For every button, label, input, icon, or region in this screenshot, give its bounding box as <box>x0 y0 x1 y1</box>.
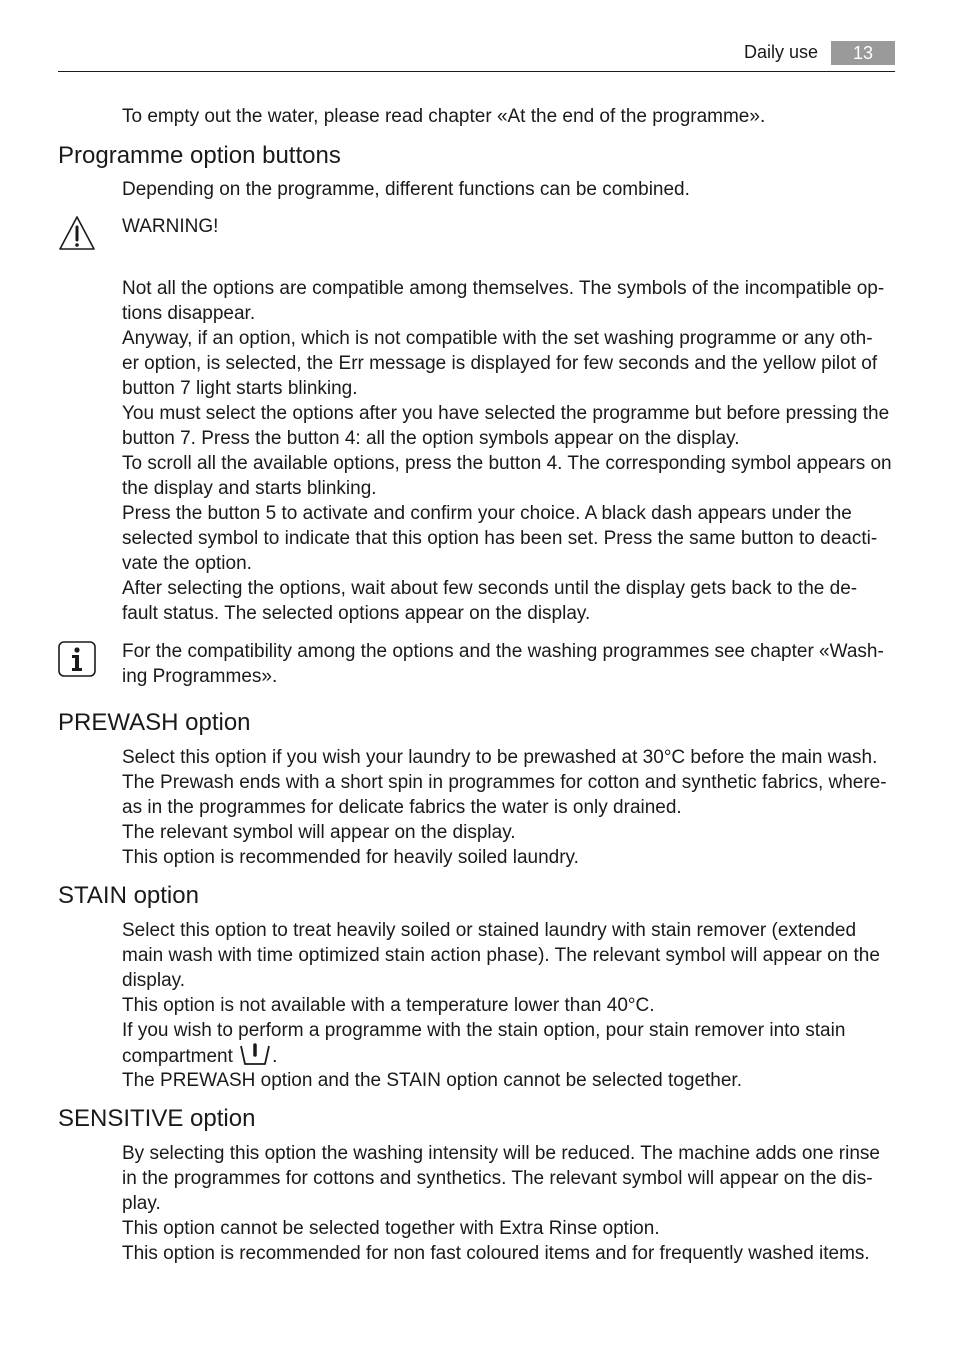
options-line-5: button 7 light starts blinking. <box>122 378 358 399</box>
options-line-6: You must select the options after you have selected the programme but before pressing the <box>122 403 890 424</box>
options-line-10: Press the button 5 to activate and confirm your choice. A black dash appears under the <box>122 503 852 524</box>
stain-line-7: The PREWASH option and the STAIN option cannot be selected together. <box>122 1070 742 1091</box>
info-line-1: For the compatibility among the options and the washing programmes see chapter «Wash- <box>122 641 884 662</box>
section-title: Daily use <box>743 42 818 62</box>
options-line-13: After selecting the options, wait about few seconds until the display gets back to the de- <box>122 578 858 599</box>
programme-options-intro: Depending on the programme, different functions can be combined. <box>122 179 690 200</box>
heading-prewash: PREWASH option <box>58 709 251 736</box>
stain-line-3: display. <box>122 970 186 991</box>
heading-programme-options: Programme option buttons <box>58 142 341 169</box>
prewash-line-1: Select this option if you wish your laundry to be prewashed at 30°C before the main wash. <box>122 747 878 768</box>
sensitive-line-2: in the programmes for cottons and synthetics. The relevant symbol will appear on the dis- <box>122 1168 873 1189</box>
prewash-line-3: as in the programmes for delicate fabrics the water is only drained. <box>122 797 682 818</box>
options-line-14: fault status. The selected options appear on the display. <box>122 603 591 624</box>
options-line-4: er option, is selected, the Err message is displayed for few seconds and the yellow pilot of <box>122 353 878 374</box>
stain-compartment-period: . <box>272 1046 278 1067</box>
sensitive-line-4: This option cannot be selected together with Extra Rinse option. <box>122 1218 660 1239</box>
options-line-2: tions disappear. <box>122 303 256 324</box>
options-line-11: selected symbol to indicate that this option has been set. Press the same button to deacti- <box>122 528 878 549</box>
info-icon <box>58 641 96 682</box>
prewash-line-4: The relevant symbol will appear on the display. <box>122 822 516 843</box>
stain-line-5: If you wish to perform a programme with the stain option, pour stain remover into stain <box>122 1020 846 1041</box>
sensitive-line-5: This option is recommended for non fast coloured items and for frequently washed items. <box>122 1243 870 1264</box>
page-number: 13 <box>831 41 895 65</box>
options-line-12: vate the option. <box>122 553 252 574</box>
heading-sensitive: SENSITIVE option <box>58 1105 256 1132</box>
stain-line-2: main wash with time optimized stain action phase). The relevant symbol will appear on the <box>122 945 880 966</box>
warning-label: WARNING! <box>122 216 219 237</box>
info-line-2: ing Programmes». <box>122 666 278 687</box>
intro-text: To empty out the water, please read chapter «At the end of the programme». <box>122 106 766 127</box>
options-line-3: Anyway, if an option, which is not compatible with the set washing programme or any oth- <box>122 328 873 349</box>
warning-icon <box>58 215 96 256</box>
heading-stain: STAIN option <box>58 882 199 909</box>
page-header <box>58 40 895 72</box>
options-line-8: To scroll all the available options, press the button 4. The corresponding symbol appears on <box>122 453 892 474</box>
stain-compartment-text: compartment <box>122 1046 233 1067</box>
options-line-9: the display and starts blinking. <box>122 478 377 499</box>
sensitive-line-1: By selecting this option the washing intensity will be reduced. The machine adds one rinse <box>122 1143 880 1164</box>
options-line-1: Not all the options are compatible among themselves. The symbols of the incompatible op- <box>122 278 885 299</box>
sensitive-line-3: play. <box>122 1193 161 1214</box>
stain-line-1: Select this option to treat heavily soiled or stained laundry with stain remover (extended <box>122 920 857 941</box>
prewash-line-2: The Prewash ends with a short spin in programmes for cotton and synthetic fabrics, where- <box>122 772 887 793</box>
options-line-7: button 7. Press the button 4: all the option symbols appear on the display. <box>122 428 740 449</box>
prewash-line-5: This option is recommended for heavily soiled laundry. <box>122 847 579 868</box>
stain-line-4: This option is not available with a temperature lower than 40°C. <box>122 995 655 1016</box>
